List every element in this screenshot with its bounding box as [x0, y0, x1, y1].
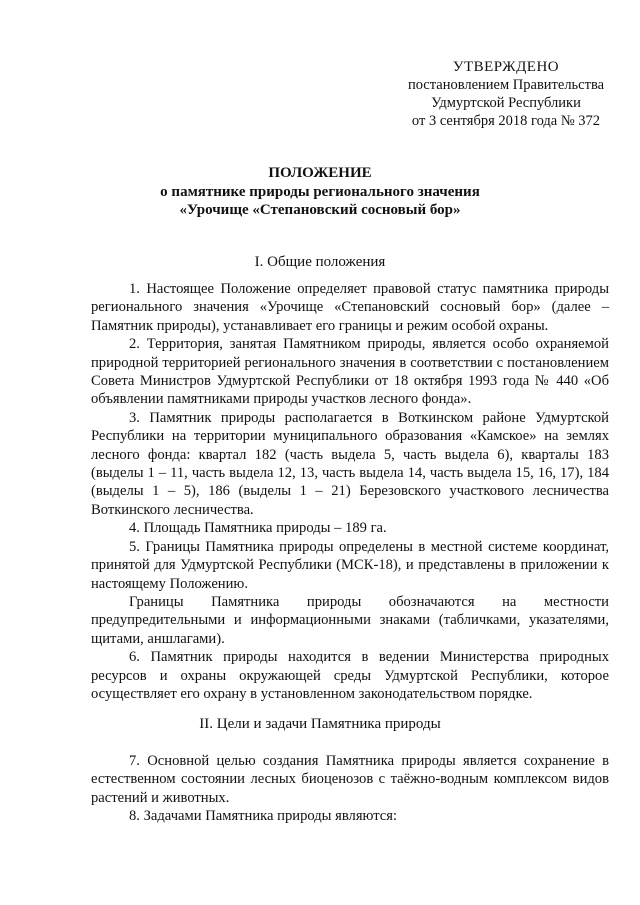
- approval-line: постановлением Правительства: [407, 77, 605, 93]
- approval-stamp: [390, 58, 622, 130]
- title-line: «Урочище «Степановский сосновый бор»: [179, 202, 461, 218]
- section-heading-goals: II. Цели и задачи Памятника природы: [199, 716, 441, 732]
- document-title: [90, 164, 550, 220]
- paragraph: 5. Границы Памятника природы определены в местной системе координат, принятой для Удмуртской Республики (МСК-18), и представлены в приложении к настоящему Положению.: [91, 538, 609, 592]
- section-heading-general: I. Общие положения: [254, 254, 386, 270]
- paragraph: 8. Задачами Памятника природы являются:: [129, 808, 398, 825]
- paragraph: 3. Памятник природы располагается в Воткинском районе Удмуртской Республики на территории муниципального образования «Камское» на землях лесного фонда: квартал 182 (часть выдела 5, часть выдела 6), кварталы 183 (выделы 1 – 11, часть выдела 12, 13, часть выдела 14, часть выдела 15, 16, 17), 184 (выделы 1 – 5), 186 (выделы 1 – 21) Березовского участкового лесничества Воткинского лесничества.: [91, 409, 609, 518]
- paragraph: Границы Памятника природы обозначаются на местности предупредительными и информационными знаками (табличками, указателями, щитами, аншлагами).: [91, 593, 609, 647]
- title-line: о памятнике природы регионального значения: [160, 183, 480, 200]
- approval-line: Удмуртской Республики: [431, 95, 581, 111]
- section-goals-body: [91, 752, 609, 826]
- paragraph: 7. Основной целью создания Памятника природы является сохранение в естественном состоянии лесных биоценозов с таёжно-водным комплексом видов растений и животных.: [91, 753, 609, 806]
- paragraph: 2. Территория, занятая Памятником природы, является особо охраняемой природной территорией регионального значения в соответствии с постановлением Совета Министров Удмуртской Республики от 18 октября 1993 года № 440 «Об объявлении памятниками природы участков лесного фонда».: [91, 336, 609, 408]
- paragraph: 4. Площадь Памятника природы – 189 га.: [129, 520, 387, 537]
- paragraph: 1. Настоящее Положение определяет правовой статус памятника природы регионального значения «Урочище «Степановский сосновый бор» (далее – Памятник природы), устанавливает его границы и режим особой охраны.: [91, 281, 609, 334]
- paragraph: 6. Памятник природы находится в ведении Министерства природных ресурсов и охраны окружающей среды Удмуртской Республики, которое осуществляет его охрану в установленном законодательством порядке.: [91, 649, 609, 702]
- approval-heading: УТВЕРЖДЕНО: [452, 59, 560, 75]
- section-general-body: [91, 280, 609, 703]
- title-line: ПОЛОЖЕНИЕ: [268, 165, 372, 181]
- approval-line: от 3 сентября 2018 года № 372: [411, 113, 601, 129]
